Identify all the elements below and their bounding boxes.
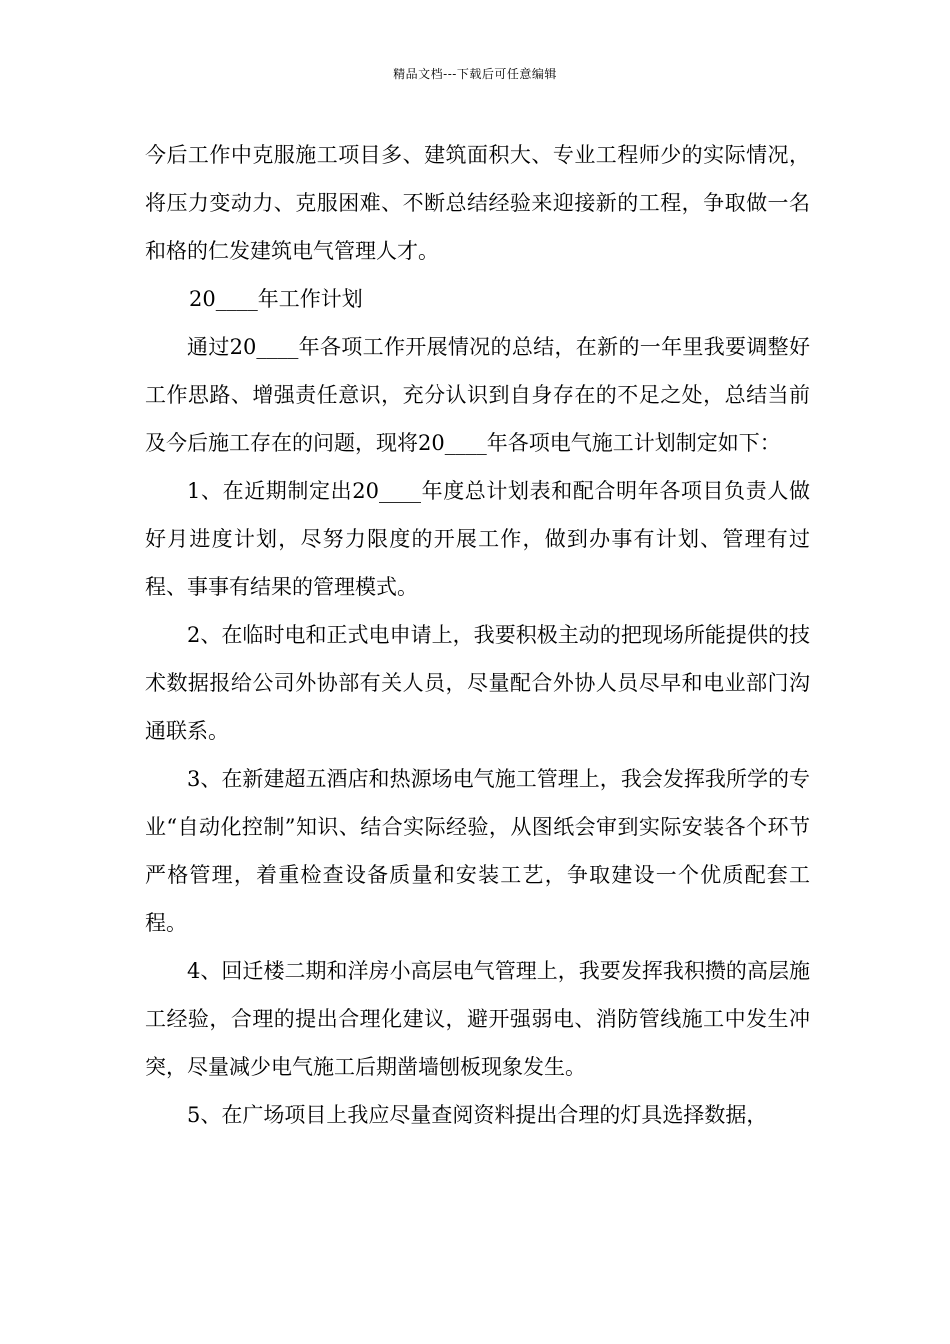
document-body <box>145 131 810 1139</box>
paragraph-item-5: 5、在广场项目上我应尽量查阅资料提出合理的灯具选择数据， <box>187 1103 768 1127</box>
paragraph-item-2: 2、在临时电和正式电申请上，我要积极主动的把现场所能提供的技术数据报给公司外协部有关人员，尽量配合外协人员尽早和电业部门沟通联系。 <box>145 623 810 743</box>
page-header: 精品文档---下载后可任意编辑 <box>393 67 557 81</box>
paragraph-item-4: 4、回迁楼二期和洋房小高层电气管理上，我要发挥我积攒的高层施工经验，合理的提出合理化建议，避开强弱电、消防管线施工中发生冲突，尽量减少电气施工后期凿墙刨板现象发生。 <box>145 959 810 1079</box>
paragraph-item-3: 3、在新建超五酒店和热源场电气施工管理上，我会发挥我所学的专业“自动化控制”知识、结合实际经验，从图纸会审到实际安装各个环节严格管理，着重检查设备质量和安装工艺，争取建设一个优质配套工程。 <box>145 767 810 935</box>
paragraph-continuation: 今后工作中克服施工项目多、建筑面积大、专业工程师少的实际情况，将压力变动力、克服困难、不断总结经验来迎接新的工程，争取做一名和格的仁发建筑电气管理人才。 <box>145 143 810 263</box>
paragraph-item-1: 1、在近期制定出20____年度总计划表和配合明年各项目负责人做好月进度计划，尽努力限度的开展工作，做到办事有计划、管理有过程、事事有结果的管理模式。 <box>145 479 810 599</box>
paragraph-intro: 通过20____年各项工作开展情况的总结，在新的一年里我要调整好工作思路、增强责任意识，充分认识到自身存在的不足之处，总结当前及今后施工存在的问题，现将20____年各项电气施工计划制定如下： <box>145 335 810 455</box>
section-heading: 20____年工作计划 <box>189 287 363 311</box>
